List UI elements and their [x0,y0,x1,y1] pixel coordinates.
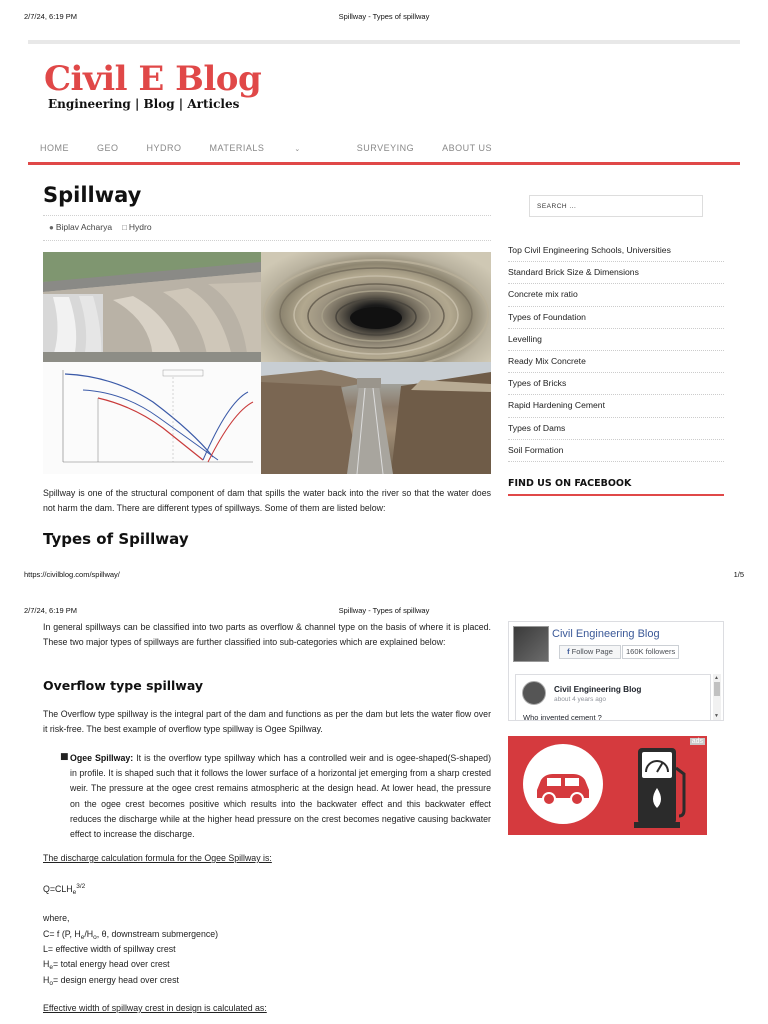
car-icon-circle [523,744,603,824]
post-author-name: Biplav Acharya [55,222,113,232]
sidebar-link[interactable]: Types of Dams [508,418,724,440]
sidebar-link[interactable]: Types of Foundation [508,307,724,329]
facebook-post[interactable] [515,674,711,720]
sidebar-link[interactable]: Soil Formation [508,440,724,462]
ad-badge[interactable]: ads [691,738,703,745]
ogee-label: Ogee Spillway: [70,753,134,763]
types-heading: Types of Spillway [43,530,189,548]
follow-page-button[interactable] [559,645,621,659]
follow-page-label: Follow Page [571,647,613,656]
nav-hydro[interactable]: HYDRO [146,143,182,153]
post-title: Spillway [43,183,142,207]
sidebar-links [508,240,724,462]
divider [43,240,491,241]
facebook-post-time: about 4 years ago [554,696,607,703]
post-author[interactable] [49,222,112,232]
hero-image-collage [43,252,491,474]
main-nav [40,143,520,153]
folder-icon: □ [122,223,127,232]
formula-heading: The discharge calculation formula for the Ogee Spillway is: [43,853,272,863]
overflow-heading: Overflow type spillway [43,678,204,693]
advertisement[interactable] [508,736,707,835]
print-date: 2/7/24, 6:19 PM [24,606,77,615]
chute-spillway-photo [261,362,491,474]
divider [43,215,491,216]
ogee-profile-drawing [43,362,261,474]
post-category-name: Hydro [128,222,152,232]
chute-spillway-illustration [261,362,491,474]
user-icon: ● [49,223,54,232]
sidebar-link[interactable]: Top Civil Engineering Schools, Universities [508,240,724,262]
site-name: Civil E Blog [44,59,262,99]
sidebar-link[interactable]: Rapid Hardening Cement [508,395,724,417]
chevron-down-icon: ⌄ [294,146,301,153]
width-heading: Effective width of spillway crest in design is calculated as: [43,1003,267,1013]
nav-about[interactable]: ABOUT US [442,143,492,153]
nav-underline [28,162,740,165]
intro-paragraph: Spillway is one of the structural component of dam that spills the water back into the river so that the water does not harm the dam. There are different types of spillways. Some of them are listed below: [43,488,491,513]
scrollbar-thumb[interactable] [714,682,720,696]
general-paragraph: In general spillways can be classified into two parts as overflow & channel type on the basis of where it is placed. These two major types of spillways are further classified into sub-categories which are explained below: [43,622,491,647]
facebook-post-author[interactable]: Civil Engineering Blog [554,685,642,694]
post-category[interactable] [122,222,152,232]
bellmouth-rings [261,252,491,362]
fuel-pump-icon [632,744,692,830]
facebook-heading-underline [508,494,724,496]
he-def-c: = total energy head over crest [52,959,170,969]
sidebar-link[interactable]: Ready Mix Concrete [508,351,724,373]
car-icon [523,744,603,824]
scroll-up-icon[interactable]: ▲ [714,675,719,681]
post-meta [49,222,152,232]
sidebar-link[interactable]: Concrete mix ratio [508,284,724,306]
he-def-a: H [43,959,50,969]
print-title: Spillway - Types of spillway [338,12,430,21]
facebook-page-logo[interactable] [513,626,549,662]
facebook-scrollbar[interactable] [713,674,721,720]
ho-def-c: = design energy head over crest [52,975,179,985]
he-definition [43,959,170,971]
c-def-e: , θ, downstream submergence) [96,929,219,939]
where-label: where, [43,913,70,923]
facebook-page-name[interactable]: Civil Engineering Blog [552,628,660,640]
ho-def-a: H [43,975,50,985]
ogee-text: It is the overflow type spillway which has a controlled weir and is ogee-shaped(S-shaped) in profile. It is shaped such that it follows the lower surface of a horizontal jet emerging from a sharp crested weir. The pressure at the ogee crest remains atmospheric at the design head. At lower head, the pressure on the ogee crest becomes positive which results into the backwater effect and this backwater effect reduces the discharge while at the higher head pressure on the crest becomes negative causing backwater effect to increase the discharge. [70,753,491,840]
print-date: 2/7/24, 6:19 PM [24,12,77,21]
sidebar-link[interactable]: Standard Brick Size & Dimensions [508,262,724,284]
c-definition [43,929,218,941]
ho-definition [43,975,179,987]
formula-lhs: Q=CLH [43,884,73,894]
facebook-icon: f [567,647,570,656]
search-input[interactable]: SEARCH ... [529,195,703,217]
print-header [24,12,744,21]
he-def-b: e [49,964,53,971]
facebook-heading: FIND US ON FACEBOOK [508,478,632,489]
formula-sup: 3/2 [76,883,86,890]
ho-def-b: o [49,980,53,987]
site-tagline: Engineering | Blog | Articles [48,97,240,111]
dam-spillway-photo [43,252,261,362]
c-def-c: /H [84,929,94,939]
print-title: Spillway - Types of spillway [338,606,430,615]
ogee-profile-diagram [43,362,261,474]
top-bar [28,40,740,44]
print-url: https://civilblog.com/spillway/ [24,570,120,579]
sidebar-link[interactable]: Types of Bricks [508,373,724,395]
dam-spillway-illustration [43,252,261,362]
c-def-b: e [80,934,85,941]
sidebar-link[interactable]: Levelling [508,329,724,351]
nav-materials-label: MATERIALS [209,143,265,153]
nav-geo[interactable]: GEO [97,143,119,153]
avatar [522,681,546,705]
formula-sub: e [72,889,77,896]
bellmouth-spillway-photo [261,252,491,362]
l-definition: L= effective width of spillway crest [43,944,176,954]
ogee-paragraph [70,751,491,842]
nav-surveying[interactable]: SURVEYING [356,143,415,153]
site-logo[interactable] [44,59,262,111]
scroll-down-icon[interactable]: ▼ [714,713,719,719]
facebook-followers: 160K followers [622,645,679,659]
bullet-icon: ■ [60,752,69,762]
print-footer [24,570,744,579]
c-def-a: C= f (P, H [43,929,81,939]
overflow-paragraph: The Overflow type spillway is the integral part of the dam and functions as per the dam but lets the water flow over it risk-free. The best example of overflow type spillway is Ogee Spillway. [43,709,491,734]
c-def-d: o [93,934,97,941]
nav-materials[interactable] [210,143,329,153]
print-page: 1/5 [733,570,744,579]
print-header [24,606,744,615]
facebook-post-text: Who invented cement ? [523,713,602,720]
discharge-formula [43,883,85,896]
facebook-page-widget [508,621,724,721]
nav-home[interactable]: HOME [40,143,69,153]
